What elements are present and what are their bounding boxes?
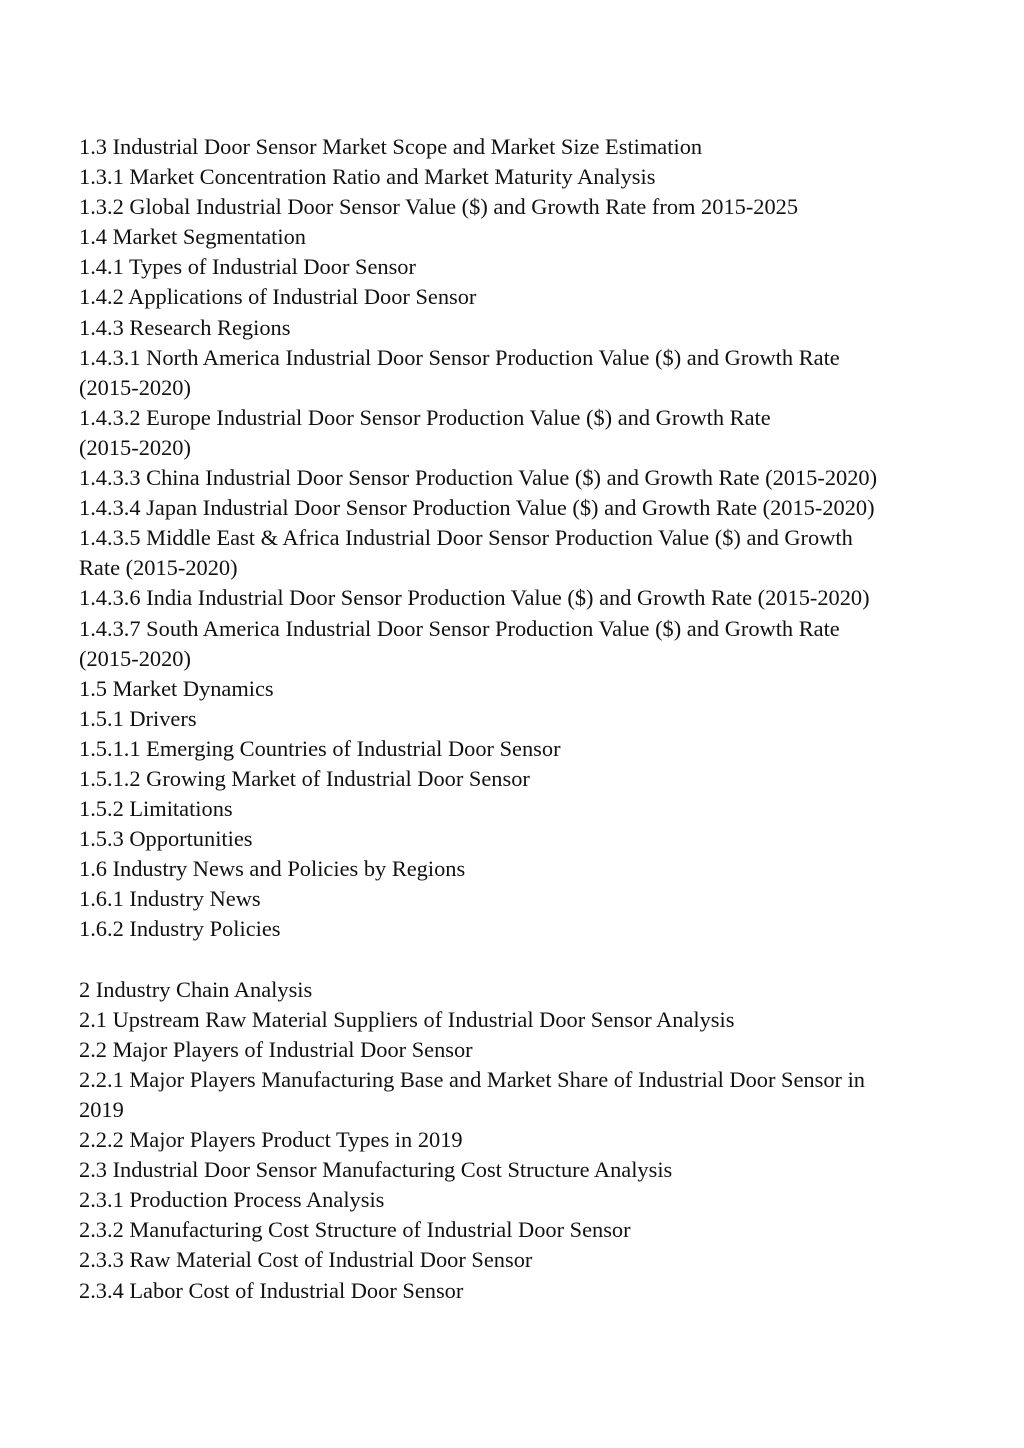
toc-line: 1.5.3 Opportunities <box>79 826 253 852</box>
toc-line: 1.4.3.6 India Industrial Door Sensor Production Value ($) and Growth Rate (2015-2020) <box>79 585 870 611</box>
toc-line: 1.6 Industry News and Policies by Regions <box>79 856 466 882</box>
toc-line: 2 Industry Chain Analysis <box>79 976 313 1002</box>
toc-line: (2015-2020) <box>79 645 191 671</box>
toc-line: (2015-2020) <box>79 434 191 460</box>
toc-line: 1.4.3.2 Europe Industrial Door Sensor Production Value ($) and Growth Rate <box>79 404 771 430</box>
toc-line: 2019 <box>79 1097 124 1122</box>
toc-line: 1.3 Industrial Door Sensor Market Scope and Market Size Estimation <box>79 134 703 159</box>
toc-line: 1.4.3.1 North America Industrial Door Sensor Production Value ($) and Growth Rate <box>79 344 840 370</box>
toc-line: 2.2.1 Major Players Manufacturing Base and Market Share of Industrial Door Sensor in <box>79 1066 865 1092</box>
toc-line: 1.5.1 Drivers <box>79 705 197 731</box>
toc-line: Rate (2015-2020) <box>79 555 238 581</box>
toc-line: 1.4.1 Types of Industrial Door Sensor <box>79 254 416 280</box>
toc-line: 2.3.3 Raw Material Cost of Industrial Door Sensor <box>79 1247 533 1273</box>
toc-line: 1.5.2 Limitations <box>79 796 233 822</box>
toc-line: 2.2.2 Major Players Product Types in 2019 <box>79 1127 463 1153</box>
toc-line: 2.3.1 Production Process Analysis <box>79 1187 385 1213</box>
toc-line: 2.3.4 Labor Cost of Industrial Door Sensor <box>79 1277 464 1303</box>
toc-line: 2.2 Major Players of Industrial Door Sensor <box>79 1036 473 1062</box>
toc-line: (2015-2020) <box>79 374 191 400</box>
toc-line: 1.4.3.7 South America Industrial Door Sensor Production Value ($) and Growth Rate <box>79 615 840 641</box>
toc-line: 1.5.1.2 Growing Market of Industrial Door Sensor <box>79 765 530 791</box>
toc-line: 1.5 Market Dynamics <box>79 675 274 701</box>
toc-line: 1.4.3.5 Middle East & Africa Industrial Door Sensor Production Value ($) and Growth <box>79 525 853 551</box>
toc-line: 1.5.1.1 Emerging Countries of Industrial Door Sensor <box>79 735 561 761</box>
toc-line: 1.4.3.3 China Industrial Door Sensor Production Value ($) and Growth Rate (2015-2020) <box>79 465 878 491</box>
toc-line: 1.4 Market Segmentation <box>79 224 306 250</box>
section-spacer <box>79 945 959 975</box>
toc-line: 1.3.1 Market Concentration Ratio and Market Maturity Analysis <box>79 164 656 190</box>
toc-line: 1.6.2 Industry Policies <box>79 916 281 942</box>
toc-line: 1.4.2 Applications of Industrial Door Sensor <box>79 284 477 310</box>
toc-line: 1.6.1 Industry News <box>79 886 261 912</box>
toc-line: 2.1 Upstream Raw Material Suppliers of Industrial Door Sensor Analysis <box>79 1006 735 1032</box>
toc-line: 1.4.3 Research Regions <box>79 314 291 340</box>
toc-line: 1.3.2 Global Industrial Door Sensor Value ($) and Growth Rate from 2015-2025 <box>79 194 799 220</box>
toc-line: 2.3 Industrial Door Sensor Manufacturing Cost Structure Analysis <box>79 1157 673 1183</box>
toc-line: 2.3.2 Manufacturing Cost Structure of Industrial Door Sensor <box>79 1217 631 1243</box>
table-of-contents <box>79 132 959 1306</box>
toc-line: 1.4.3.4 Japan Industrial Door Sensor Production Value ($) and Growth Rate (2015-2020) <box>79 495 875 521</box>
